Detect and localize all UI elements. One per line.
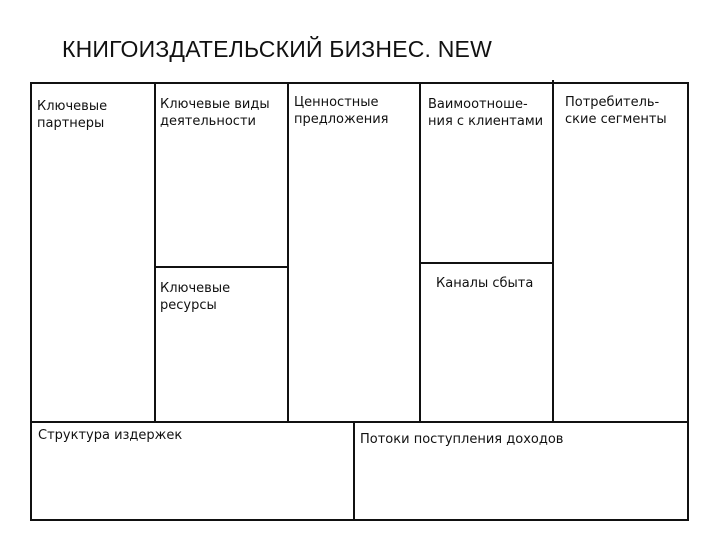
customer-relationships-label: Ваимоотноше- ния с клиентами: [428, 97, 544, 129]
divider-value-relationships: [419, 84, 421, 423]
key-partners-label: Ключевые партнеры: [37, 99, 108, 131]
divider-activities-resources: [154, 266, 289, 268]
page-title: КНИГОИЗДАТЕЛЬСКИЙ БИЗНЕС. NEW: [62, 36, 492, 62]
bottom-section-divider: [30, 421, 689, 423]
frame-bottom-line: [30, 519, 689, 521]
divider-costs-revenues: [353, 423, 355, 521]
frame-top-line: [30, 82, 689, 84]
key-resources-label: Ключевые ресурсы: [160, 281, 231, 313]
channels-label: Каналы сбыта: [436, 276, 534, 291]
frame-left-line: [30, 82, 32, 521]
cost-structure-label: Структура издержек: [38, 428, 183, 443]
revenue-streams-label: Потоки поступления доходов: [360, 432, 564, 447]
frame-right-line: [687, 82, 689, 521]
divider-relationships-segments: [552, 80, 554, 423]
customer-segments-label: Потребитель- ские сегменты: [565, 95, 667, 127]
divider-activities-value: [287, 84, 289, 423]
divider-partners-activities: [154, 84, 156, 423]
divider-relationships-channels: [419, 262, 554, 264]
value-propositions-label: Ценностные предложения: [294, 95, 389, 127]
key-activities-label: Ключевые виды деятельности: [160, 97, 270, 129]
